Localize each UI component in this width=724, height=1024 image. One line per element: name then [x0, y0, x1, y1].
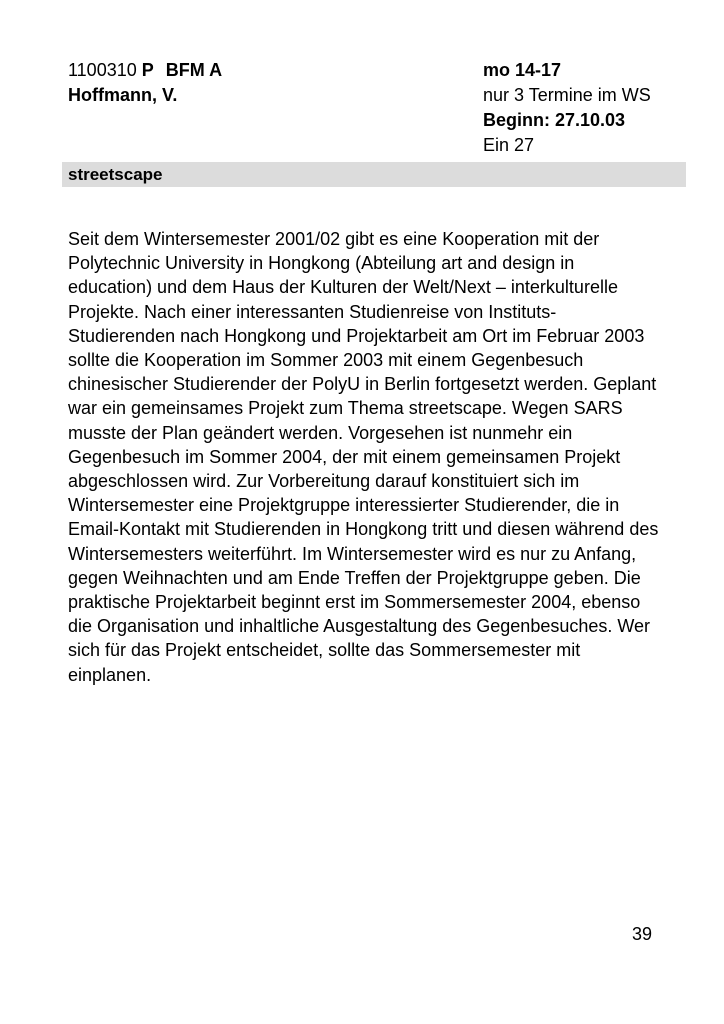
course-type: P: [141, 60, 154, 80]
course-header-right: [483, 58, 651, 158]
course-module: BFM A: [165, 60, 223, 80]
course-title: streetscape: [68, 165, 163, 184]
course-description: Seit dem Wintersemester 2001/02 gibt es eine Kooperation mit der Polytechnic University in Hongkong (Abteilung art and design in education) und dem Haus der Kulturen der Welt/Next – interkulturelle Projekte. Nach einer interessanten Studienreise von Instituts-Studierenden nach Hongkong und Projektarbeit am Ort im Februar 2003 sollte die Kooperation im Sommer 2003 mit einem Gegenbesuch chinesischer Studierender der PolyU in Berlin fortgesetzt werden. Geplant war ein gemeinsames Projekt zum Thema streetscape. Wegen SARS musste der Plan geändert werden. Vorgesehen ist nunmehr ein Gegenbesuch im Sommer 2004, der mit einem gemeinsamen Projekt abgeschlossen wird. Zur Vorbereitung darauf konstituiert sich im Wintersemester eine Projektgruppe interessierter Studierender, die in Email-Kontakt mit Studierenden in Hongkong tritt und diesen während des Wintersemesters weiterführt. Im Wintersemester wird es nur zu Anfang, gegen Weihnachten und am Ende Treffen der Projektgruppe geben. Die praktische Projektarbeit beginnt erst im Sommersemester 2004, ebenso die Organisation und inhaltliche Ausgestaltung des Gegenbesuches. Wer sich für das Projekt entscheidet, sollte das Sommersemester mit einplanen.: [68, 229, 659, 685]
course-time: mo 14-17: [483, 60, 562, 80]
page-number: 39: [632, 924, 653, 944]
course-header-left: [68, 58, 222, 108]
course-code-line: [68, 58, 222, 83]
instructor-name: Hoffmann, V.: [68, 85, 178, 105]
course-start: Beginn: 27.10.03: [483, 110, 626, 130]
course-number: 1100310: [68, 60, 137, 80]
course-room: Ein 27: [483, 135, 535, 155]
course-note: nur 3 Termine im WS: [483, 85, 651, 105]
course-title-bar: [62, 162, 686, 187]
